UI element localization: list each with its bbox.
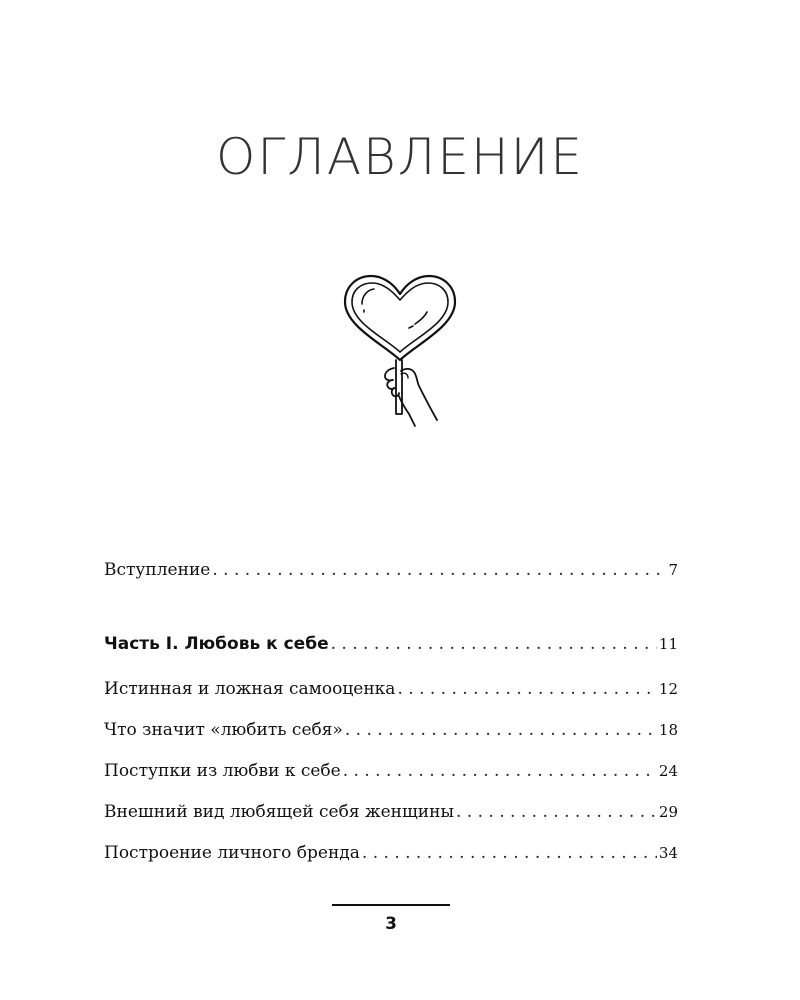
toc-entry-label: Истинная и ложная самооценка xyxy=(104,679,396,699)
toc-entry-page: 11 xyxy=(658,635,678,653)
toc-entry-label: Вступление xyxy=(104,560,211,580)
toc-entry-label: Внешний вид любящей себя женщины xyxy=(104,802,454,822)
toc-entry-label: Построение личного бренда xyxy=(104,843,360,863)
toc-entry-page: 24 xyxy=(658,762,678,780)
dot-leader xyxy=(343,716,657,744)
toc-entry-page: 34 xyxy=(658,844,678,862)
toc-entry-label: Поступки из любви к себе xyxy=(104,761,341,781)
toc-entry-part-1[interactable] xyxy=(104,630,678,658)
toc-entry-page: 7 xyxy=(668,561,678,579)
footer-divider xyxy=(332,904,450,906)
toc-entry-page: 18 xyxy=(658,721,678,739)
toc-entry-self-esteem[interactable] xyxy=(104,675,678,703)
toc-entry-page: 29 xyxy=(658,803,678,821)
toc-part-label: Часть I. Любовь к себе xyxy=(104,634,329,654)
toc-entry-personal-brand[interactable] xyxy=(104,839,678,867)
toc-entry-actions[interactable] xyxy=(104,757,678,785)
dot-leader xyxy=(360,839,657,867)
toc-entry-love-yourself[interactable] xyxy=(104,716,678,744)
toc-entry-label: Что значит «любить себя» xyxy=(104,720,343,740)
dot-leader xyxy=(395,675,656,703)
page-number: 3 xyxy=(385,914,397,934)
dot-leader xyxy=(210,556,666,584)
toc-entry-page: 12 xyxy=(658,680,678,698)
page-title: ОГЛАВЛЕНИЕ xyxy=(216,128,584,186)
dot-leader xyxy=(329,630,657,658)
toc-entry-appearance[interactable] xyxy=(104,798,678,826)
heart-lollipop-in-hand-icon xyxy=(335,268,465,430)
dot-leader xyxy=(341,757,657,785)
toc-entry-introduction[interactable] xyxy=(104,556,678,584)
dot-leader xyxy=(454,798,657,826)
